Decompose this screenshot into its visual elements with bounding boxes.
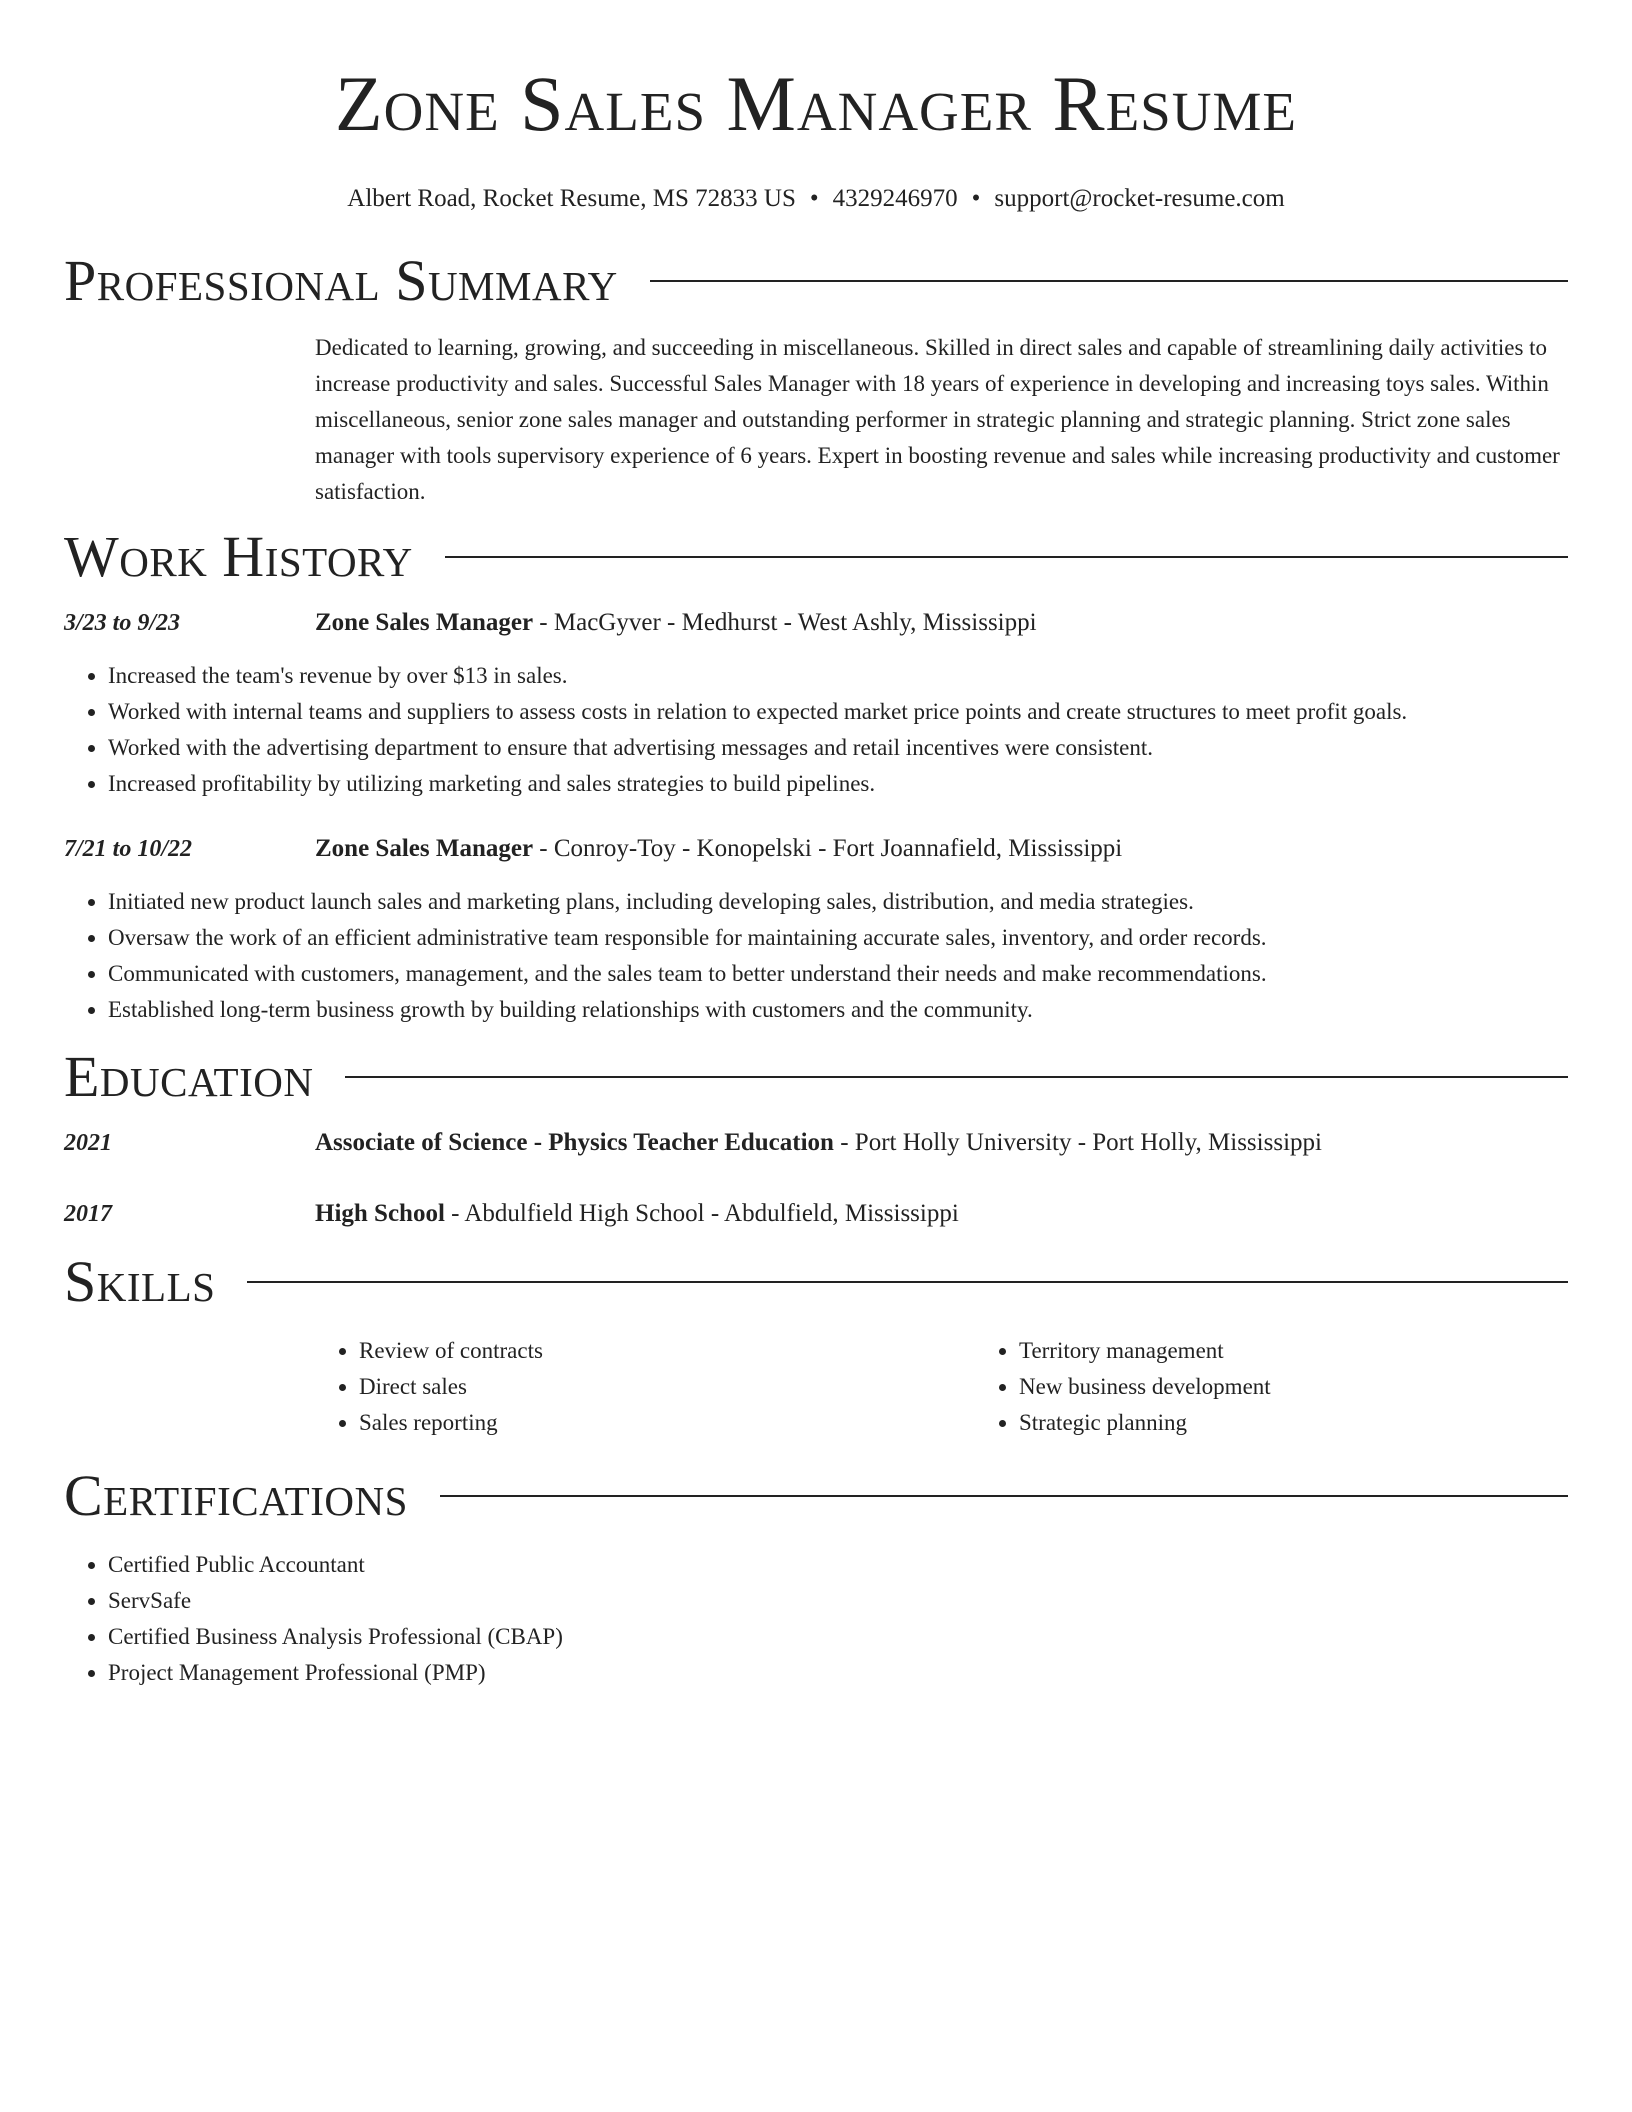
job-bullet: • Initiated new product launch sales and marketing plans, including developing sales, distribution, and media strategies. [108,884,1568,920]
certifications-section [64,1461,1568,1691]
work-heading-row [64,522,1568,592]
job-role-line [315,606,1037,640]
section-divider [247,1281,1568,1283]
section-divider [345,1076,1568,1078]
education-line [315,1197,959,1231]
education-degree: Associate of Science - Physics Teacher Education [315,1129,834,1156]
summary-heading-row [64,246,1568,316]
summary-text: Dedicated to learning, growing, and succeeding in miscellaneous. Skilled in direct sales and capable of streamlining daily activities to increase productivity and sales. Successful Sales Manager with 18 years of experience in developing and increasing toys sales. Within miscellaneous, senior zone sales manager and outstanding performer in strategic planning and strategic planning. Strict zone sales manager with tools supervisory experience of 6 years. Expert in boosting revenue and sales while increasing productivity and customer satisfaction. [315,335,1560,504]
skills-grid [315,1333,1568,1441]
summary-section [64,246,1568,510]
section-divider [650,280,1568,282]
job-title: Zone Sales Manager [315,835,534,862]
certifications-heading-row [64,1461,1568,1531]
contact-separator: • [809,185,819,212]
job-bullet: • Established long-term business growth by building relationships with customers and the community. [108,992,1568,1028]
education-entry [64,1126,1568,1160]
job-bullet: • Communicated with customers, management, and the sales team to better understand their needs and make recommendations. [108,956,1568,992]
skill-item: • Direct sales [359,1369,975,1405]
certifications-heading: Certifications [64,1463,408,1528]
skills-column-right [975,1333,1632,1441]
education-year: 2021 [64,1130,112,1156]
job-bullets [64,658,1568,802]
job-dates: 3/23 to 9/23 [64,610,181,636]
job-details: - Conroy-Toy - Konopelski - Fort Joannafield, Mississippi [533,835,1123,862]
education-year: 2017 [64,1201,112,1227]
certifications-list [64,1547,1568,1691]
education-line [315,1126,1322,1160]
contact-phone: 4329246970 [832,185,958,212]
education-degree: High School [315,1200,445,1227]
resume-title: Zone Sales Manager Resume [334,60,1297,147]
job-bullet: • Oversaw the work of an efficient administrative team responsible for maintaining accurate sales, inventory, and order records. [108,920,1568,956]
skill-item: • Review of contracts [359,1333,975,1369]
work-history-section [64,522,1568,1028]
job-bullet: • Worked with the advertising department to ensure that advertising messages and retail incentives were consistent. [108,730,1568,766]
education-heading: Education [64,1044,314,1109]
contact-address: Albert Road, Rocket Resume, MS 72833 US [347,185,796,212]
section-divider [440,1495,1568,1497]
skill-item: • New business development [1019,1369,1632,1405]
skill-item: • Strategic planning [1019,1405,1632,1441]
job-dates: 7/21 to 10/22 [64,836,193,862]
contact-email: support@rocket-resume.com [994,185,1285,212]
contact-separator: • [971,185,981,212]
job-role-line [315,832,1122,866]
job-bullets [64,884,1568,1028]
section-divider [445,556,1568,558]
work-heading: Work History [64,524,413,589]
job-header [64,606,1568,640]
job-header [64,832,1568,866]
education-details: - Port Holly University - Port Holly, Mississippi [833,1129,1322,1156]
skill-item: • Territory management [1019,1333,1632,1369]
skills-column-left [315,1333,975,1441]
education-heading-row [64,1042,1568,1112]
job-entry [64,606,1568,802]
certification-item: • Certified Business Analysis Professional (CBAP) [108,1619,1568,1655]
skills-heading-row [64,1247,1568,1317]
contact-line [64,182,1568,216]
certification-item: • ServSafe [108,1583,1568,1619]
job-bullet: • Increased profitability by utilizing marketing and sales strategies to build pipelines. [108,766,1568,802]
certification-item: • Certified Public Accountant [108,1547,1568,1583]
job-entry [64,832,1568,1028]
education-details: - Abdulfield High School - Abdulfield, Mississippi [444,1200,959,1227]
job-bullet: • Increased the team's revenue by over $13 in sales. [108,658,1568,694]
summary-heading: Professional Summary [64,248,618,313]
job-title: Zone Sales Manager [315,609,534,636]
skills-section [64,1247,1568,1441]
job-details: - MacGyver - Medhurst - West Ashly, Mississippi [533,609,1037,636]
education-entry [64,1197,1568,1231]
skill-item: • Sales reporting [359,1405,975,1441]
education-section [64,1042,1568,1231]
skills-heading: Skills [64,1249,216,1314]
certification-item: • Project Management Professional (PMP) [108,1655,1568,1691]
job-bullet: • Worked with internal teams and suppliers to assess costs in relation to expected market price points and create structures to meet profit goals. [108,694,1568,730]
